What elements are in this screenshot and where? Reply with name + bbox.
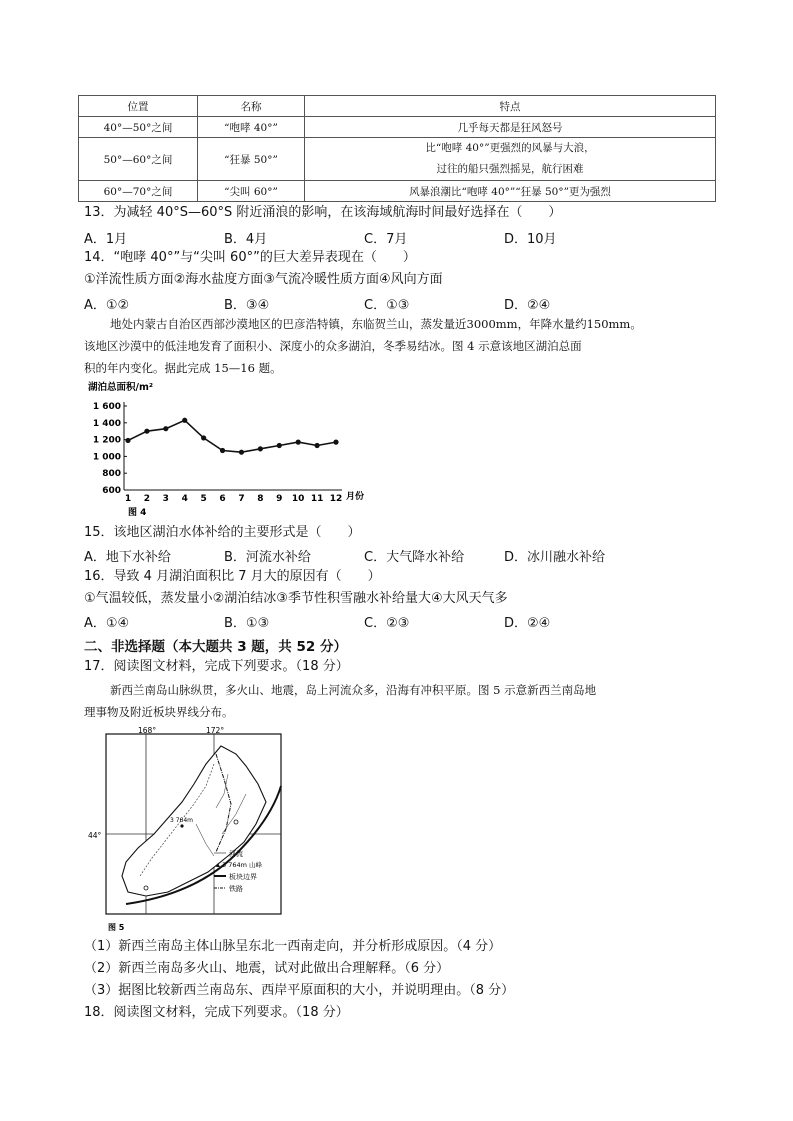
question-17-sub-3: （3）据图比较新西兰南岛东、西岸平原面积的大小，并说明理由。（8 分） — [84, 983, 515, 998]
chart-y-tick-label: 1 000 — [92, 452, 121, 463]
question-16-option-d: D．②④ — [504, 616, 551, 631]
material-paragraph-line: 理事物及附近板块界线分布。 — [84, 705, 234, 719]
chart-data-point — [125, 438, 130, 443]
chart-y-tick-label: 1 400 — [92, 418, 121, 429]
question-16-option-c: C．②③ — [364, 616, 410, 631]
chart-data-point — [314, 443, 319, 448]
chart-y-tick-label: 600 — [102, 486, 121, 496]
question-16-stem: 16．导致 4 月湖泊面积比 7 月大的原因有（ ） — [84, 569, 381, 584]
map-latitude-label: 44° — [88, 831, 102, 840]
lake-area-chart — [84, 378, 384, 518]
table-cell-name: “狂暴 50°” — [198, 138, 305, 181]
question-15-stem: 15．该地区湖泊水体补给的主要形式是（ ） — [84, 525, 361, 540]
question-13-option-a: A．1月 — [84, 232, 128, 247]
question-15-option-c: C．大气降水补给 — [364, 550, 465, 565]
table-header: 名称 — [198, 96, 305, 117]
question-13-option-b: B．4月 — [224, 232, 268, 247]
chart-x-tick-label: 5 — [200, 494, 207, 504]
question-14-stem: 14．“咆哮 40°”与“尖叫 60°”的巨大差异表现在（ ） — [84, 250, 416, 265]
question-16-option-a: A．①④ — [84, 616, 130, 631]
chart-x-tick-label: 10 — [291, 494, 305, 504]
map-longitude-label: 172° — [206, 726, 225, 735]
question-17-sub-1: （1）新西兰南岛主体山脉呈东北一西南走向，并分析形成原因。（4 分） — [84, 939, 502, 954]
chart-x-ticks — [125, 494, 342, 504]
map-caption: 图 5 — [108, 923, 125, 932]
map-peak-label: 3 764m — [170, 817, 194, 824]
question-15-option-d: D．冰川融水补给 — [504, 550, 606, 565]
chart-x-tick-label: 6 — [219, 494, 226, 504]
chart-caption: 图 4 — [128, 508, 147, 518]
chart-series-line — [128, 420, 336, 452]
table-cell-desc — [305, 138, 716, 181]
chart-x-tick-label: 12 — [329, 494, 343, 504]
chart-y-tick-label: 1 200 — [92, 435, 121, 446]
wind-belt-table — [78, 95, 716, 202]
table-cell-position: 60°—70°之间 — [79, 181, 198, 202]
table-cell-name: “尖叫 60°” — [198, 181, 305, 202]
chart-data-point — [258, 446, 263, 451]
chart-data-point — [277, 443, 282, 448]
question-18-stem: 18．阅读图文材料，完成下列要求。（18 分） — [84, 1005, 349, 1020]
chart-title: 湖泊总面积/m² — [88, 382, 154, 393]
question-14-option-c: C．①③ — [364, 298, 410, 313]
chart-x-tick-label: 2 — [143, 494, 151, 504]
question-17-sub-2: （2）新西兰南岛多火山、地震，试对此做出合理解释。（6 分） — [84, 961, 450, 976]
chart-data-point — [163, 426, 168, 431]
table-row — [79, 181, 716, 202]
chart-x-tick-label: 11 — [310, 494, 324, 504]
chart-y-tick-label: 800 — [102, 469, 121, 480]
question-16-items: ①气温较低，蒸发量小②湖泊结冰③季节性积雪融水补给量大④大风天气多 — [84, 591, 508, 606]
material-paragraph-line: 地处内蒙古自治区西部沙漠地区的巴彦浩特镇，东临贺兰山，蒸发量近3000mm，年降水量约150mm。 — [110, 317, 642, 331]
mountain-peak-icon — [180, 824, 183, 827]
table-cell-desc-line: 过往的船只强烈摇晃，航行困难 — [436, 163, 584, 175]
material-paragraph-line: 新西兰南岛山脉纵贯，多火山、地震，岛上河流众多，沿海有冲积平原。图 5 示意新西兰南岛地 — [110, 683, 597, 697]
chart-y-ticks — [93, 402, 127, 496]
legend-river-label: 河流 — [229, 850, 243, 858]
question-14-option-d: D．②④ — [504, 298, 551, 313]
chart-x-tick-label: 4 — [181, 494, 188, 504]
chart-data-point — [239, 450, 244, 455]
chart-data-point — [201, 435, 206, 440]
question-16-option-b: B．①③ — [224, 616, 270, 631]
question-14-option-a: A．①② — [84, 298, 130, 313]
question-15-option-b: B．河流水补给 — [224, 550, 311, 565]
chart-y-tick-label: 1 600 — [92, 402, 121, 412]
table-cell-position: 40°—50°之间 — [79, 117, 198, 138]
question-13-option-d: D．10月 — [504, 232, 557, 247]
chart-data-point — [220, 448, 225, 453]
chart-x-tick-label: 8 — [257, 494, 264, 504]
table-cell-name: “咆哮 40°” — [198, 117, 305, 138]
chart-x-label: 月份 — [346, 492, 365, 502]
table-header: 特点 — [305, 96, 716, 117]
question-14-option-b: B．③④ — [224, 298, 270, 313]
chart-x-tick-label: 7 — [238, 494, 245, 504]
chart-points — [125, 418, 338, 455]
table-row — [79, 117, 716, 138]
question-17-stem: 17．阅读图文材料，完成下列要求。（18 分） — [84, 659, 349, 674]
question-13-stem: 13．为减轻 40°S—60°S 附近涌浪的影响，在该海域航海时间最好选择在（ ） — [84, 205, 562, 220]
chart-x-tick-label: 1 — [124, 494, 132, 504]
legend-boundary-label: 板块边界 — [229, 873, 257, 881]
chart-x-tick-label: 9 — [276, 494, 283, 504]
material-paragraph-line: 积的年内变化。据此完成 15—16 题。 — [84, 361, 282, 375]
table-row — [79, 138, 716, 181]
chart-x-tick-label: 3 — [162, 494, 169, 504]
material-paragraph-line: 该地区沙漠中的低洼地发育了面积小、深度小的众多湖泊，冬季易结冰。图 4 示意该地区湖泊总面 — [84, 339, 582, 353]
table-header: 位置 — [79, 96, 198, 117]
table-cell-position: 50°—60°之间 — [79, 138, 198, 181]
legend-peak-label: 3 764m 山峰 — [222, 861, 263, 869]
question-13-option-c: C．7月 — [364, 232, 408, 247]
question-15-option-a: A．地下水补给 — [84, 550, 171, 565]
question-14-items: ①洋流性质方面②海水盐度方面③气流冷暖性质方面④风向方面 — [84, 272, 443, 287]
chart-data-point — [296, 440, 301, 445]
legend-railway-label: 铁路 — [229, 885, 243, 893]
map-longitude-label: 168° — [138, 726, 157, 735]
table-cell-desc: 几乎每天都是狂风怒号 — [305, 117, 716, 138]
table-cell-desc: 风暴浪潮比“咆哮 40°”“狂暴 50°”更为强烈 — [305, 181, 716, 202]
table-header-row — [79, 96, 716, 117]
chart-data-point — [182, 418, 187, 423]
chart-data-point — [144, 429, 149, 434]
new-zealand-map — [88, 724, 288, 936]
table-cell-desc-line: 比“咆哮 40°”更强烈的风暴与大浪， — [425, 142, 595, 154]
chart-data-point — [333, 440, 338, 445]
section-title: 二、非选择题（本大题共 3 题，共 52 分） — [84, 639, 347, 655]
